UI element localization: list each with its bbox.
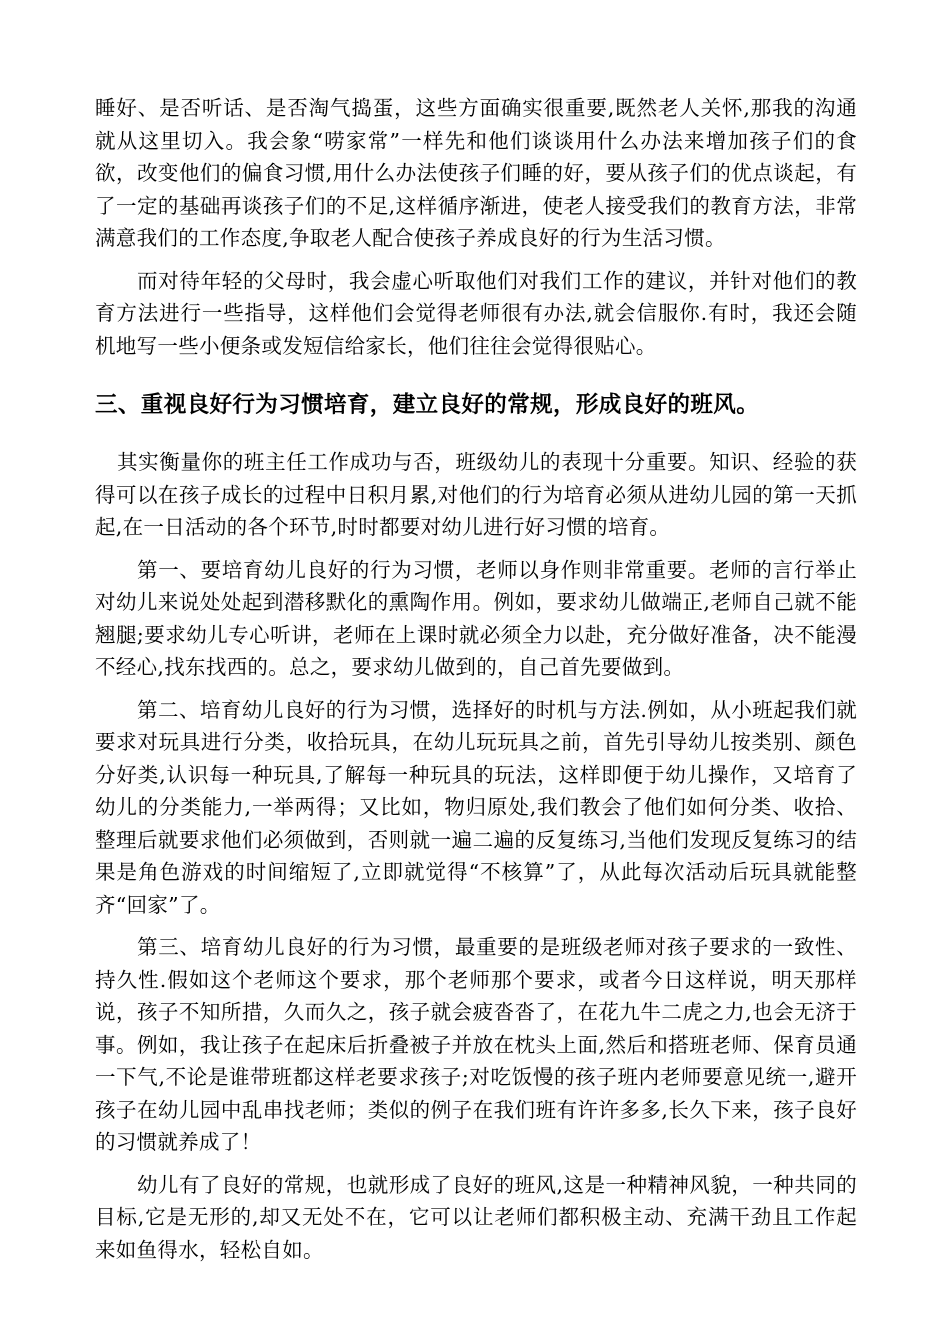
paragraph-third: 第三、培育幼儿良好的行为习惯，最重要的是班级老师对孩子要求的一致性、持久性.假如这个老师这个要求，那个老师那个要求，或者今日这样说，明天那样说，孩子不知所措，久而久之，孩子就会疲沓沓了，在花九牛二虎之力,也会无济于事。例如，我让孩子在起床后折叠被子并放在枕头上面,然后和搭班老师、保育员通一下气,不论是谁带班都这样老要求孩子;对吃饭慢的孩子班内老师要意见统一,避开孩子在幼儿园中乱串找老师；类似的例子在我们班有许许多多,长久下来，孩子良好的习惯就养成了！: [95, 935, 857, 1154]
paragraph-conclusion: 幼儿有了良好的常规，也就形成了良好的班风,这是一种精神风貌，一种共同的目标,它是无形的,却又无处不在，它可以让老师们都积极主动、充满干劲且工作起来如鱼得水，轻松自如。: [95, 1172, 857, 1262]
section-heading-3: 三、重视良好行为习惯培育，建立良好的常规，形成良好的班风。: [95, 392, 760, 418]
paragraph-first: 第一、要培育幼儿良好的行为习惯，老师以身作则非常重要。老师的言行举止对幼儿来说处处起到潜移默化的熏陶作用。例如，要求幼儿做端正,老师自己就不能翘腿;要求幼儿专心听讲，老师在上课时就必须全力以赴，充分做好准备，决不能漫不经心,找东找西的。总之，要求幼儿做到的，自己首先要做到。: [95, 557, 857, 679]
paragraph-young-parents: 而对待年轻的父母时，我会虚心听取他们对我们工作的建议，并针对他们的教育方法进行一些指导，这样他们会觉得老师很有办法,就会信服你.有时，我还会随机地写一些小便条或发短信给家长，他们往往会觉得很贴心。: [95, 268, 857, 358]
paragraph-second: 第二、培育幼儿良好的行为习惯，选择好的时机与方法.例如，从小班起我们就要求对玩具进行分类，收拾玩具，在幼儿玩玩具之前，首先引导幼儿按类别、颜色分好类,认识每一种玩具,了解每一种玩具的玩法，这样即便于幼儿操作，又培育了幼儿的分类能力,一举两得；又比如，物归原处,我们教会了他们如何分类、收拾、整理后就要求他们必须做到，否则就一遍二遍的反复练习,当他们发现反复练习的结果是角色游戏的时间缩短了,立即就觉得“不核算”了，从此每次活动后玩具就能整齐“回家”了。: [95, 697, 857, 917]
paragraph-intro: 其实衡量你的班主任工作成功与否，班级幼儿的表现十分重要。知识、经验的获得可以在孩子成长的过程中日积月累,对他们的行为培育必须从进幼儿园的第一天抓起,在一日活动的各个环节,时时都要对幼儿进行好习惯的培育。: [95, 450, 857, 539]
paragraph-continuation: 睡好、是否听话、是否淘气捣蛋，这些方面确实很重要,既然老人关怀,那我的沟通就从这里切入。我会象“唠家常”一样先和他们谈谈用什么办法来增加孩子们的食欲，改变他们的偏食习惯,用什么办法使孩子们睡的好，要从孩子们的优点谈起，有了一定的基础再谈孩子们的不足,这样循序渐进，使老人接受我们的教育方法，非常满意我们的工作态度,争取老人配合使孩子养成良好的行为生活习惯。: [95, 96, 857, 250]
document-page: [95, 92, 857, 1266]
